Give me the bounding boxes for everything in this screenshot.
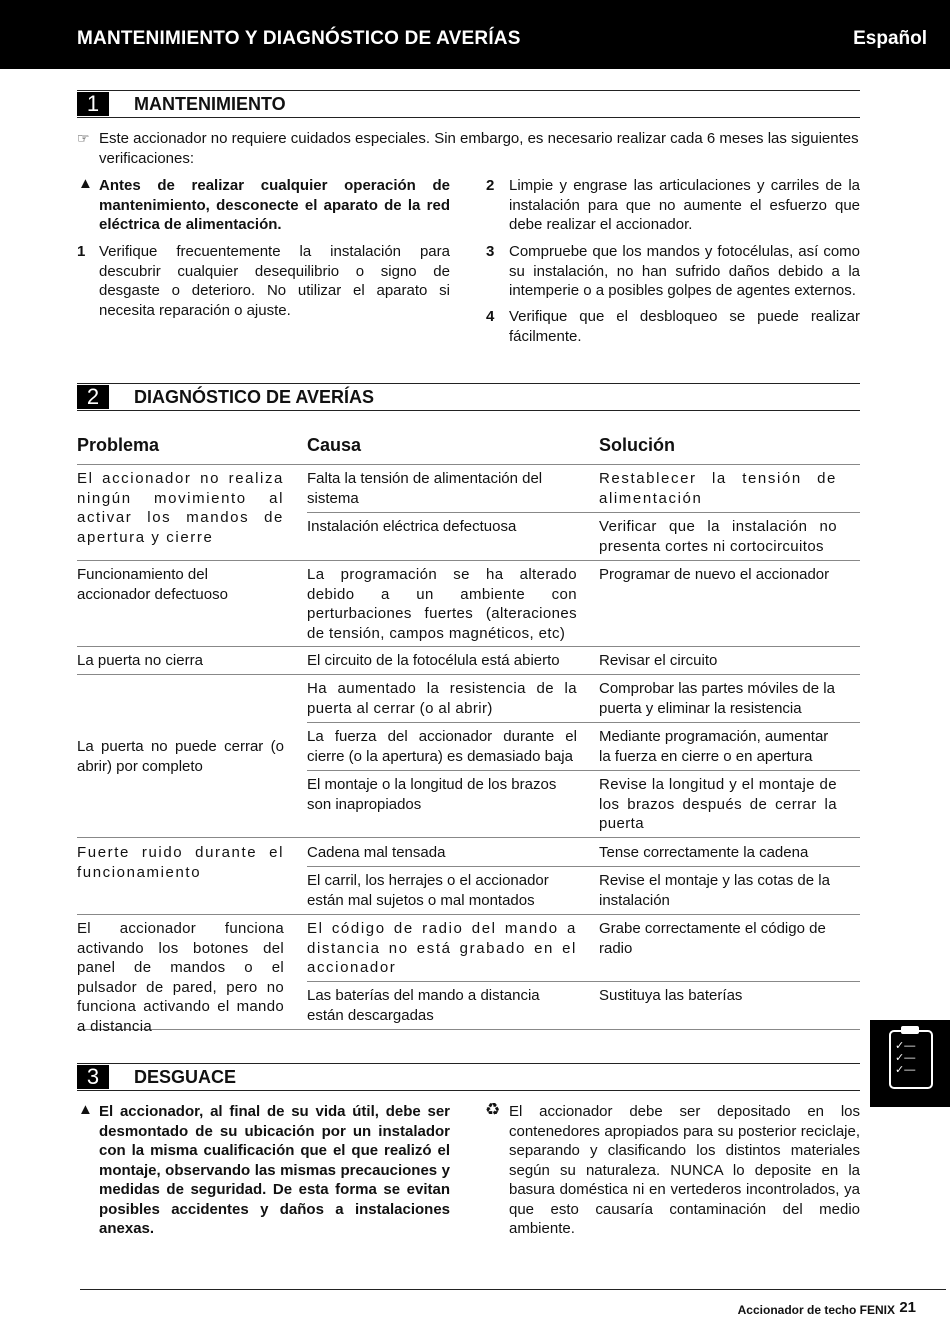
cause-cell: El código de radio del mando a distancia no está grabado en el accionador xyxy=(307,920,577,976)
problem-cell: La puerta no puede cerrar (o abrir) por completo xyxy=(77,738,284,775)
column-header-solution: Solución xyxy=(599,435,675,455)
solution-cell: Revisar el circuito xyxy=(599,652,718,669)
table-rule xyxy=(77,464,860,465)
table-rule xyxy=(307,512,860,513)
disposal-warning: El accionador, al final de su vida útil, debe ser desmontado de su ubicación por un instalador con la misma cualificación que el que realizó el montaje, observando las mismas precauciones y medidas de seguridad. De esta forma se evitan posibles accidentes y daños a instalaciones anexas. xyxy=(99,1103,450,1237)
cause-cell: El montaje o la longitud de los brazos son inapropiados xyxy=(307,776,557,813)
table-rule xyxy=(307,866,860,867)
section-number: 3 xyxy=(77,1065,109,1089)
solution-cell: Comprobar las partes móviles de la puerta y eliminar la resistencia xyxy=(599,680,835,717)
section-number: 2 xyxy=(77,385,109,409)
cause-cell: Ha aumentado la resistencia de la puerta al cerrar (o al abrir) xyxy=(307,680,577,717)
item-number: 1 xyxy=(77,243,86,260)
section-title: DESGUACE xyxy=(134,1067,237,1087)
maintenance-item-3: Compruebe que los mandos y fotocélulas, así como su instalación, no han sufrido daños debido a la intemperie o a posibles golpes de agentes externos. xyxy=(509,243,860,299)
item-number: 4 xyxy=(486,308,495,325)
solution-cell: Restablecer la tensión de alimentación xyxy=(599,470,837,507)
page-title: MANTENIMIENTO Y DIAGNÓSTICO DE AVERÍAS xyxy=(77,28,521,49)
pointing-hand-icon: ☞ xyxy=(77,130,90,146)
table-rule xyxy=(307,770,860,771)
solution-cell: Grabe correctamente el código de radio xyxy=(599,920,826,957)
recycle-icon: ♻ xyxy=(485,1100,501,1119)
maintenance-item-1: Verifique frecuentemente la instalación para descubrir cualquier desequilibrio o signo de desgaste o deterioro. No utilizar el aparato si necesita reparación o ajuste. xyxy=(99,243,450,319)
disposal-recycle-note: El accionador debe ser depositado en los contenedores apropiados para su posterior reciclaje, separando y clasificando los distintos materiales según su naturaleza. NUNCA lo deposite en la basura doméstica ni en vertederos incontrolados, ya que esto causaría contaminación del medio ambiente. xyxy=(509,1103,860,1237)
maintenance-item-2: Limpie y engrase las articulaciones y carriles de la instalación para que no aumente el esfuerzo que debe realizar el accionador. xyxy=(509,177,860,233)
cause-cell: Instalación eléctrica defectuosa xyxy=(307,518,517,535)
section-number: 1 xyxy=(77,92,109,116)
problem-cell: Funcionamiento del accionador defectuoso xyxy=(77,566,228,603)
cause-cell: El carril, los herrajes o el accionador están mal sujetos o mal montados xyxy=(307,872,549,909)
table-rule xyxy=(77,837,860,838)
cause-cell: Las baterías del mando a distancia están descargadas xyxy=(307,987,540,1024)
footer-rule xyxy=(80,1289,946,1290)
section-title: DIAGNÓSTICO DE AVERÍAS xyxy=(134,387,375,407)
warning-triangle-icon: ▲ xyxy=(78,1101,93,1118)
solution-cell: Verificar que la instalación no presenta cortes ni cortocircuitos xyxy=(599,518,837,555)
cause-cell: La programación se ha alterado debido a un ambiente con perturbaciones fuertes (alteraciones de tensión, campos magnéticos, etc) xyxy=(307,566,577,642)
column-header-problem: Problema xyxy=(77,435,160,455)
table-rule xyxy=(77,674,860,675)
table-rule xyxy=(307,981,860,982)
item-number: 2 xyxy=(486,177,495,194)
section-header-maintenance xyxy=(77,90,860,118)
solution-cell: Mediante programación, aumentar la fuerza en cierre o en apertura xyxy=(599,728,829,765)
page-number: 21 xyxy=(899,1299,916,1316)
problem-cell: El accionador no realiza ningún movimiento al activar los mandos de apertura y cierre xyxy=(77,470,284,546)
maintenance-warning: Antes de realizar cualquier operación de mantenimiento, desconecte el aparato de la red eléctrica de alimentación. xyxy=(99,177,450,233)
table-rule xyxy=(77,560,860,561)
section-title: MANTENIMIENTO xyxy=(134,94,286,114)
solution-cell: Revise el montaje y las cotas de la instalación xyxy=(599,872,830,909)
problem-cell: Fuerte ruido durante el funcionamiento xyxy=(77,844,284,881)
cause-cell: La fuerza del accionador durante el cierre (o la apertura) es demasiado baja xyxy=(307,728,577,765)
item-number: 3 xyxy=(486,243,495,260)
cause-cell: Cadena mal tensada xyxy=(307,844,446,861)
problem-cell: La puerta no cierra xyxy=(77,652,203,669)
table-rule xyxy=(77,646,860,647)
solution-cell: Programar de nuevo el accionador xyxy=(599,566,830,583)
column-header-cause: Causa xyxy=(307,435,362,455)
table-rule xyxy=(307,722,860,723)
cause-cell: Falta la tensión de alimentación del sistema xyxy=(307,470,543,507)
header-bar xyxy=(0,0,950,69)
solution-cell: Sustituya las baterías xyxy=(599,987,743,1004)
section-header-diagnosis xyxy=(77,383,860,411)
solution-cell: Tense correctamente la cadena xyxy=(599,844,809,861)
problem-cell: El accionador funciona activando los botones del panel de mandos o el pulsador de pared, pero no funciona activando el mando a distancia xyxy=(77,920,284,1035)
warning-triangle-icon: ▲ xyxy=(78,175,93,192)
footer-label: Accionador de techo FENIX xyxy=(737,1303,895,1317)
solution-cell: Revise la longitud y el montaje de los brazos después de cerrar la puerta xyxy=(599,776,837,832)
maintenance-item-4: Verifique que el desbloqueo se puede realizar fácilmente. xyxy=(509,308,860,345)
section-header-disposal xyxy=(77,1063,860,1091)
cause-cell: El circuito de la fotocélula está abierto xyxy=(307,652,560,669)
language-label: Español xyxy=(853,28,927,49)
checklist-clipboard-icon: ✓— ✓— ✓— xyxy=(889,1030,933,1089)
table-rule xyxy=(77,914,860,915)
maintenance-intro: Este accionador no requiere cuidados especiales. Sin embargo, es necesario realizar cada 6 meses las siguientes verificaciones: xyxy=(99,130,859,167)
